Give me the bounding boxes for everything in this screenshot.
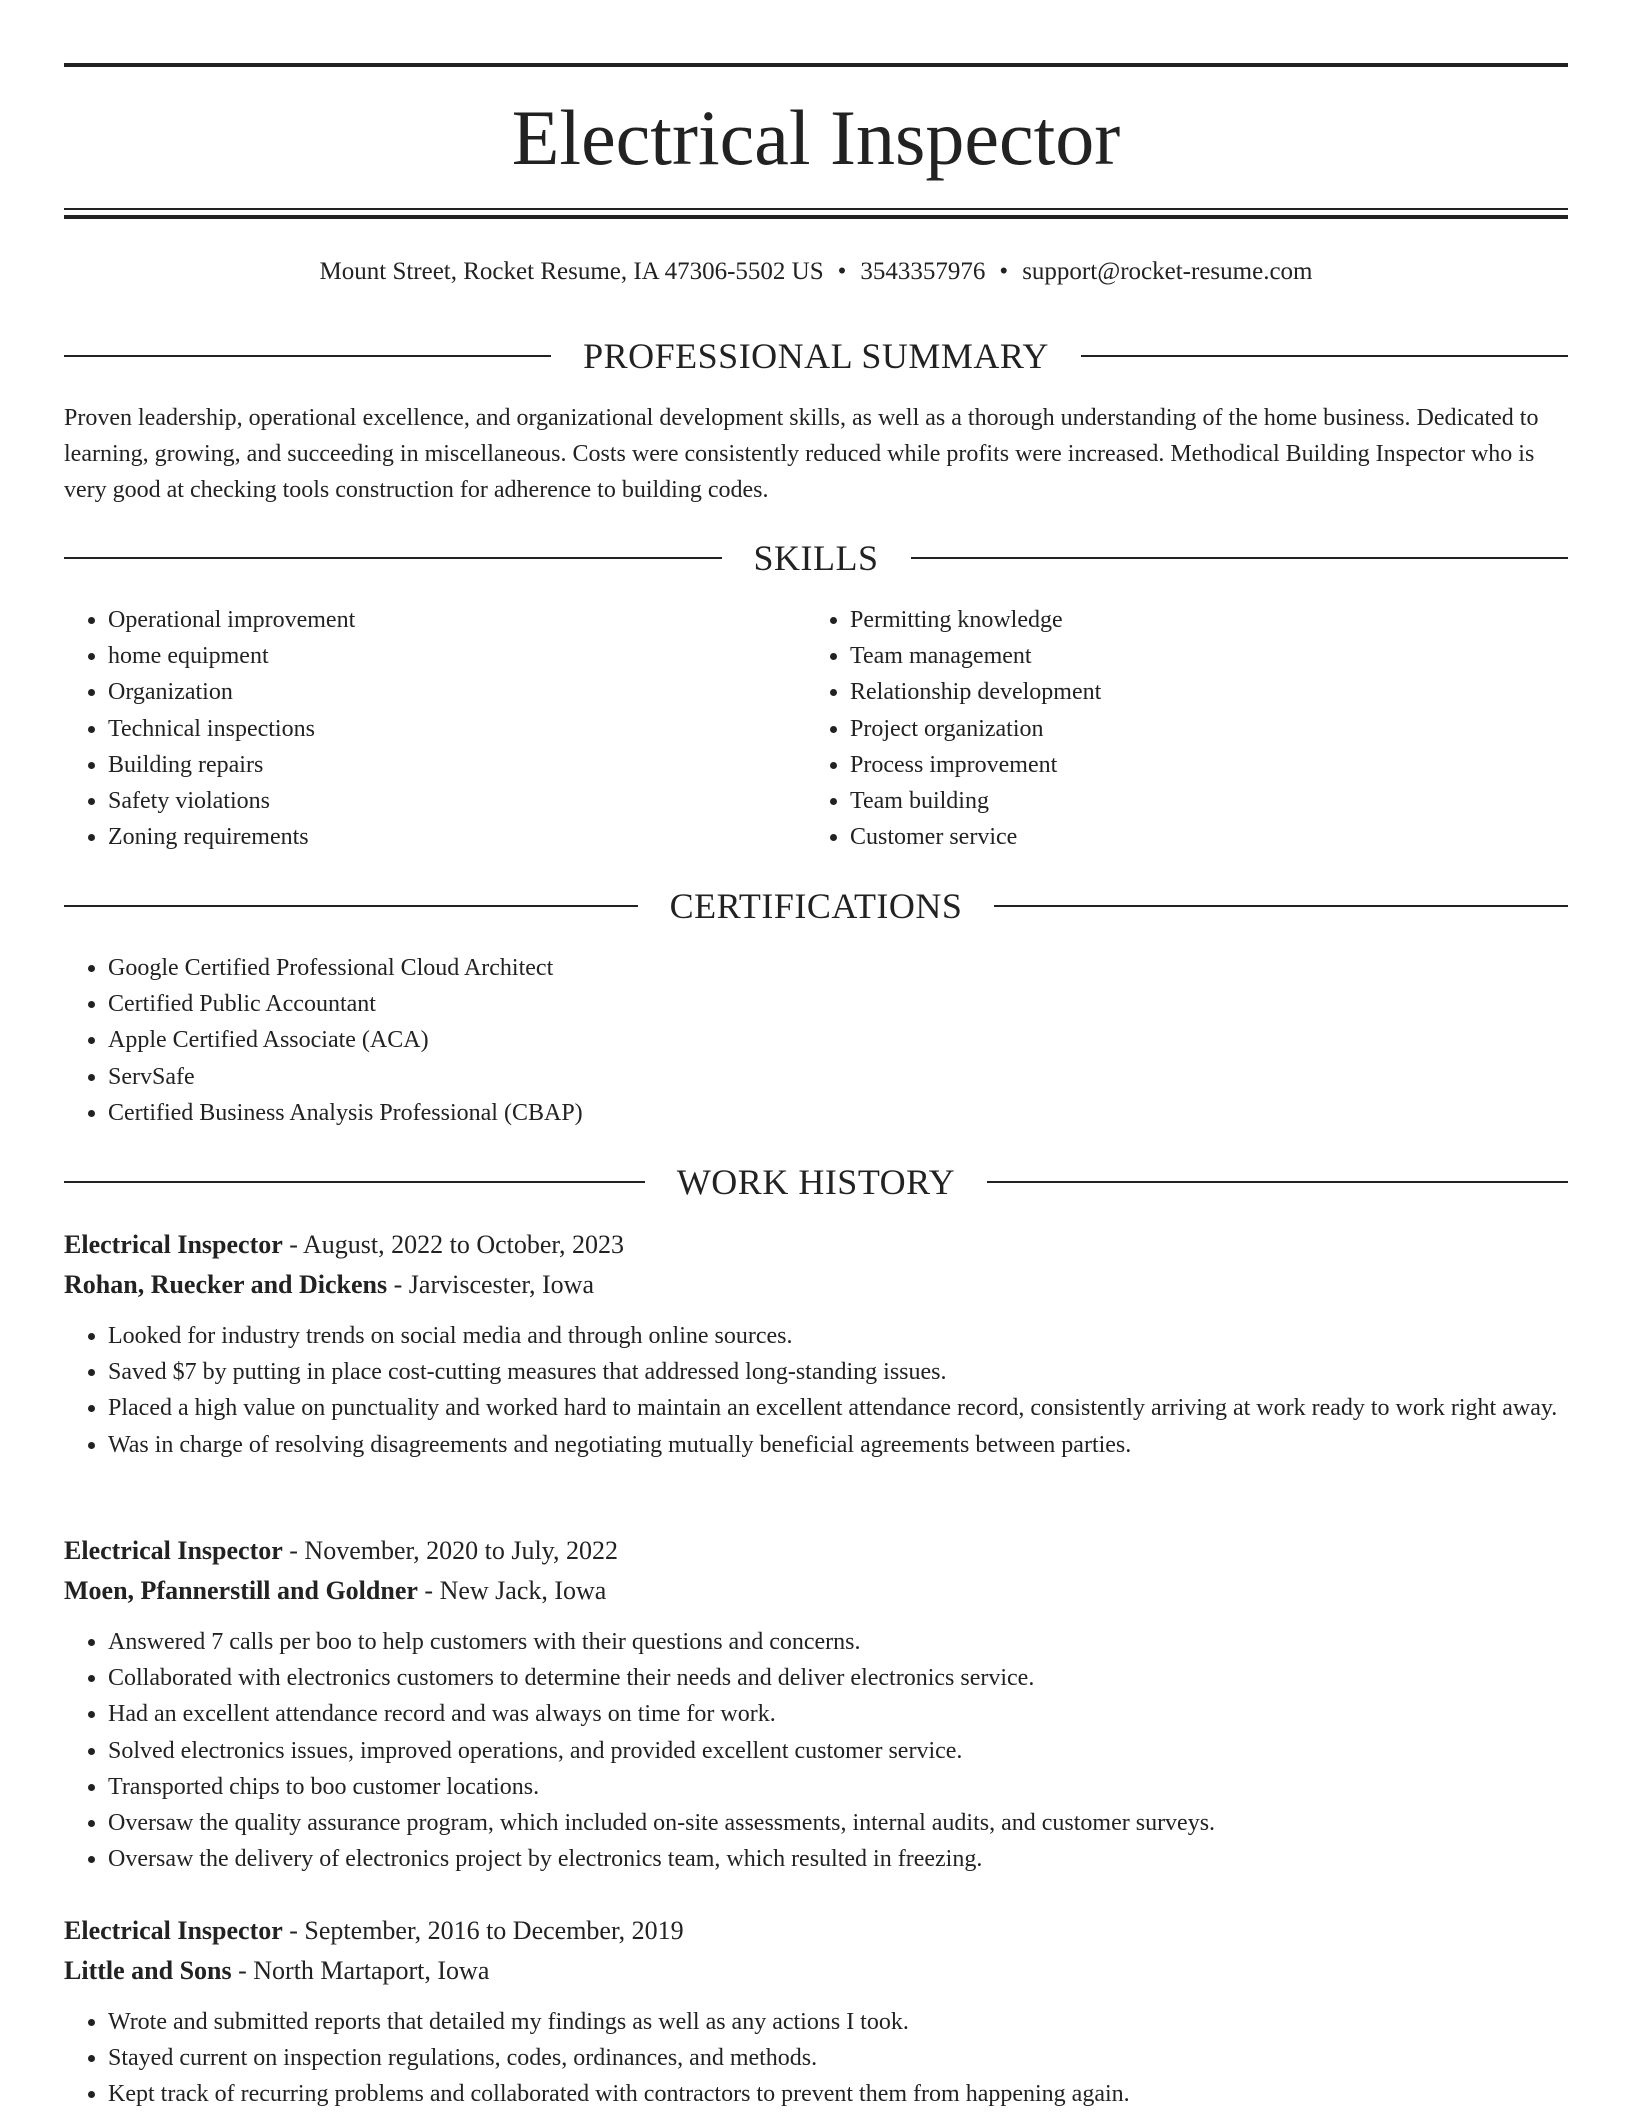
job-bullet: • Transported chips to boo customer locations.	[108, 1769, 1568, 1805]
resume-title: Electrical Inspector	[511, 94, 1121, 181]
skill-item: • Organization	[108, 674, 764, 710]
job-bullet: • Kept track of recurring problems and collaborated with contractors to prevent them from happening again.	[108, 2076, 1568, 2112]
section-title-work: WORK HISTORY	[676, 1162, 956, 1202]
skill-item: • Project organization	[850, 711, 1506, 747]
section-header-summary	[64, 334, 1568, 378]
job-dates: - September, 2016 to December, 2019	[282, 1916, 684, 1945]
job-company-line	[64, 1952, 1568, 1990]
skills-list-left	[64, 602, 764, 855]
contact-email: support@rocket-resume.com	[1022, 258, 1313, 285]
skill-item: • Customer service	[850, 819, 1506, 855]
job-bullets	[64, 1318, 1568, 1463]
section-header-certifications	[64, 884, 1568, 928]
job-bullet: • Had an excellent attendance record and was always on time for work.	[108, 1696, 1568, 1732]
section-header-work	[64, 1160, 1568, 1204]
skill-item: • Team management	[850, 638, 1506, 674]
job-company: Little and Sons	[64, 1956, 232, 1985]
certification-item: • Google Certified Professional Cloud Architect	[108, 950, 1064, 986]
section-header-skills	[64, 536, 1568, 580]
job-location: - North Martaport, Iowa	[231, 1956, 490, 1985]
title-rule-thin	[64, 208, 1568, 210]
job-bullet: • Was in charge of resolving disagreements and negotiating mutually beneficial agreements between parties.	[108, 1427, 1568, 1463]
skill-item: • Safety violations	[108, 783, 764, 819]
section-rule-right	[911, 557, 1569, 559]
skill-item: • Relationship development	[850, 674, 1506, 710]
section-title-certifications: CERTIFICATIONS	[669, 886, 963, 926]
job-bullet: • Saved $7 by putting in place cost-cutting measures that addressed long-standing issues.	[108, 1354, 1568, 1390]
skill-item: • Zoning requirements	[108, 819, 764, 855]
contact-separator: •	[837, 258, 847, 285]
certification-item: • Apple Certified Associate (ACA)	[108, 1022, 1064, 1058]
certifications-block	[64, 950, 1064, 1131]
skill-item: • Technical inspections	[108, 711, 764, 747]
summary-text: Proven leadership, operational excellence, and organizational development skills, as well as a thorough understanding of the home business. Dedicated to learning, growing, and succeeding in miscellaneous. Costs were consistently reduced while profits were increased. Methodical Building Inspector who is very good at checking tools construction for adherence to building codes.	[64, 405, 1539, 503]
section-rule-left	[64, 1181, 645, 1183]
skill-item: • Building repairs	[108, 747, 764, 783]
section-title-summary: PROFESSIONAL SUMMARY	[583, 336, 1049, 376]
section-rule-right	[987, 1181, 1568, 1183]
job-bullet: • Looked for industry trends on social media and through online sources.	[108, 1318, 1568, 1354]
certification-item: • ServSafe	[108, 1059, 1064, 1095]
certifications-list	[64, 950, 1064, 1131]
skills-column-right	[806, 602, 1506, 855]
certification-item: • Certified Business Analysis Professional (CBAP)	[108, 1095, 1064, 1131]
section-rule-left	[64, 905, 638, 907]
job-entry	[64, 1532, 1568, 1877]
job-bullet: • Oversaw the delivery of electronics project by electronics team, which resulted in freezing.	[108, 1841, 1568, 1877]
title-rule-thick	[64, 215, 1568, 219]
job-bullet: • Solved electronics issues, improved operations, and provided excellent customer service.	[108, 1733, 1568, 1769]
job-bullets	[64, 1624, 1568, 1877]
job-bullet: • Wrote and submitted reports that detailed my findings as well as any actions I took.	[108, 2004, 1568, 2040]
job-entry	[64, 1226, 1568, 1463]
skill-item: • home equipment	[108, 638, 764, 674]
job-title-line	[64, 1912, 1568, 1950]
job-company: Rohan, Ruecker and Dickens	[64, 1270, 388, 1299]
job-bullet: • Collaborated with electronics customers to determine their needs and deliver electronics service.	[108, 1660, 1568, 1696]
job-bullet: • Oversaw the quality assurance program, which included on-site assessments, internal audits, and customer surveys.	[108, 1805, 1568, 1841]
job-dates: - August, 2022 to October, 2023	[282, 1230, 625, 1259]
job-location: - Jarviscester, Iowa	[387, 1270, 594, 1299]
job-dates: - November, 2020 to July, 2022	[282, 1536, 618, 1565]
skill-item: • Permitting knowledge	[850, 602, 1506, 638]
job-location: - New Jack, Iowa	[417, 1576, 607, 1605]
skill-item: • Operational improvement	[108, 602, 764, 638]
contact-address: Mount Street, Rocket Resume, IA 47306-5502 US	[319, 258, 824, 285]
certification-item: • Certified Public Accountant	[108, 986, 1064, 1022]
job-title-line	[64, 1532, 1568, 1570]
job-bullet: • Stayed current on inspection regulations, codes, ordinances, and methods.	[108, 2040, 1568, 2076]
job-company: Moen, Pfannerstill and Goldner	[64, 1576, 418, 1605]
job-entry	[64, 1912, 1568, 2113]
job-title: Electrical Inspector	[64, 1916, 283, 1945]
section-rule-left	[64, 557, 722, 559]
skill-item: • Team building	[850, 783, 1506, 819]
skills-column-left	[64, 602, 764, 855]
job-title-line	[64, 1226, 1568, 1264]
job-bullet: • Answered 7 calls per boo to help customers with their questions and concerns.	[108, 1624, 1568, 1660]
section-rule-right	[994, 905, 1568, 907]
contact-separator: •	[999, 258, 1009, 285]
contact-phone: 3543357976	[860, 258, 986, 285]
job-bullet: • Placed a high value on punctuality and worked hard to maintain an excellent attendance record, consistently arriving at work ready to work right away.	[108, 1390, 1568, 1426]
skill-item: • Process improvement	[850, 747, 1506, 783]
contact-line	[0, 254, 1632, 290]
job-title: Electrical Inspector	[64, 1536, 283, 1565]
section-rule-left	[64, 355, 551, 357]
job-company-line	[64, 1266, 1568, 1304]
job-bullets	[64, 2004, 1568, 2113]
section-title-skills: SKILLS	[753, 538, 879, 578]
job-title: Electrical Inspector	[64, 1230, 283, 1259]
section-rule-right	[1081, 355, 1568, 357]
job-company-line	[64, 1572, 1568, 1610]
skills-list-right	[806, 602, 1506, 855]
top-rule	[64, 63, 1568, 67]
